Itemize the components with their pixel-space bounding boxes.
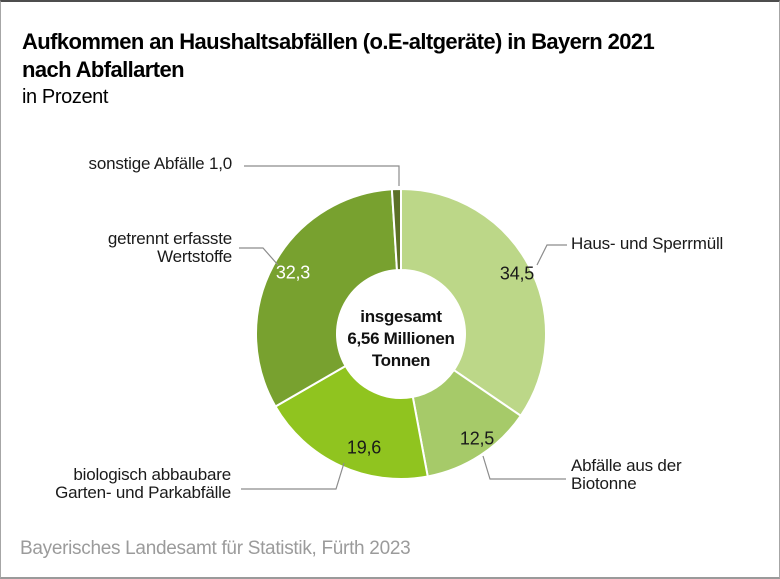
leader-line-biotonne xyxy=(483,456,566,479)
donut-segment-0 xyxy=(401,189,546,416)
callout-label-garten-line2: Garten- und Parkabfälle xyxy=(55,483,231,502)
callout-label-biotonne-line1: Abfälle aus der xyxy=(571,456,682,475)
page-subtitle: in Prozent xyxy=(22,86,109,108)
value-label-biotonne: 12,5 xyxy=(459,428,495,449)
leader-line-wertstoffe xyxy=(239,248,278,265)
value-label-garten: 19,6 xyxy=(346,437,382,458)
leader-line-haus xyxy=(537,245,567,265)
value-label-haus: 34,5 xyxy=(499,263,535,284)
donut-center-line3: Tonnen xyxy=(371,351,431,370)
source-note: Bayerisches Landesamt für Statistik, Fürth 2023 xyxy=(20,538,411,559)
leader-line-garten xyxy=(241,463,344,489)
donut-center-line2: 6,56 Millionen xyxy=(347,329,455,348)
callout-label-wertstoffe xyxy=(108,230,232,266)
callout-label-haus xyxy=(571,235,723,253)
donut-center-line1: insgesamt xyxy=(360,307,442,326)
callout-label-wertstoffe-line2: Wertstoffe xyxy=(157,247,232,266)
callout-label-garten xyxy=(55,466,231,502)
donut-center-label xyxy=(321,306,481,372)
value-label-wertstoffe: 32,3 xyxy=(275,262,311,283)
callout-label-haus-text: Haus- und Sperrmüll xyxy=(571,234,724,253)
callout-label-garten-line1: biologisch abbaubare xyxy=(73,465,231,484)
page-title-line1: Aufkommen an Haushaltsabfällen (o.E-altgeräte) in Bayern 2021 xyxy=(22,29,655,54)
callout-label-wertstoffe-line1: getrennt erfasste xyxy=(107,229,232,248)
callout-label-biotonne xyxy=(571,457,681,493)
page-title-line2: nach Abfallarten xyxy=(22,57,184,82)
leader-line-sonstige xyxy=(244,166,399,186)
callout-label-biotonne-line2: Biotonne xyxy=(571,474,637,493)
donut-segment-3 xyxy=(256,189,397,406)
callout-label-sonstige xyxy=(89,155,232,173)
callout-label-sonstige-text: sonstige Abfälle 1,0 xyxy=(88,154,232,173)
